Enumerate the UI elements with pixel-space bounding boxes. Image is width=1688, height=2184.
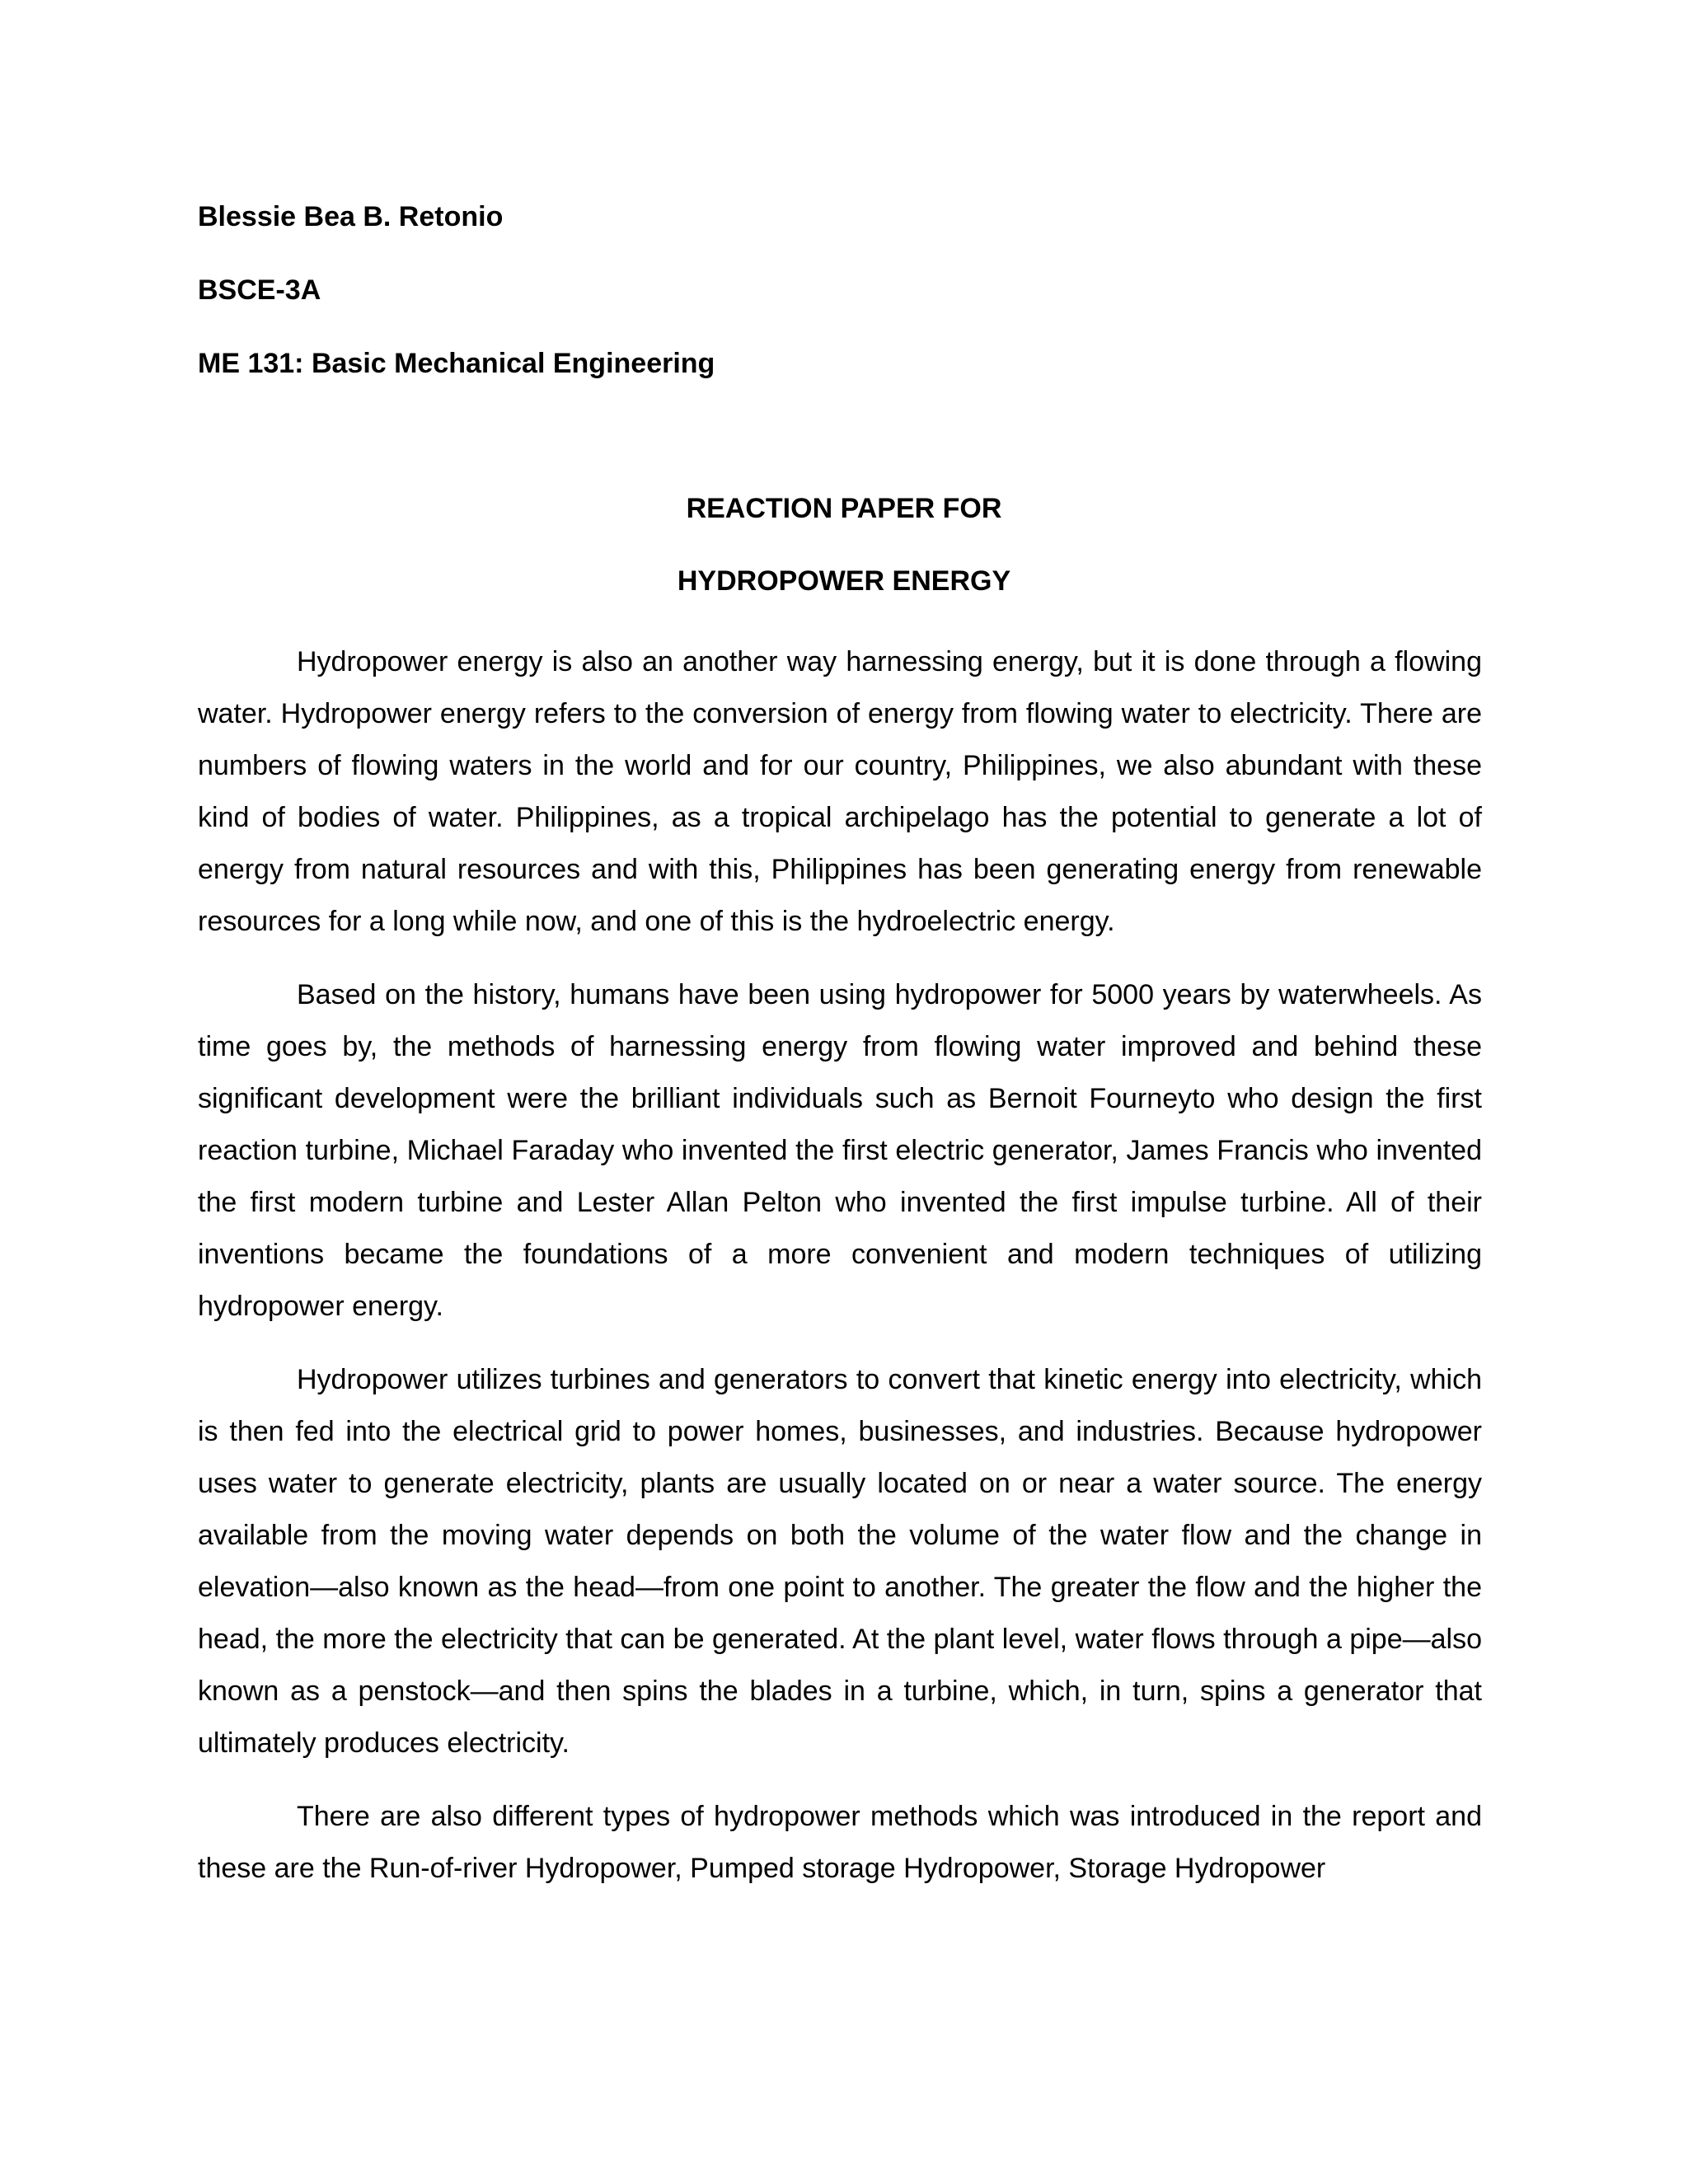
paragraph-intro: Hydropower energy is also an another way harnessing energy, but it is done through a flowing water. Hydropower energy refers to the conversion of energy from flowing water to electricity. There are numbers of flowing waters in the world and for our country, Philippines, we also abundant with these kind of bodies of water. Philippines, as a tropical archipelago has the potential to generate a lot of energy from natural resources and with this, Philippines has been generating energy from renewable resources for a long while now, and one of this is the hydroelectric energy. <box>198 646 1482 937</box>
course-section: BSCE-3A <box>198 274 321 306</box>
paper-title-line-2: HYDROPOWER ENERGY <box>677 565 1011 597</box>
paragraph-types: There are also different types of hydropower methods which was introduced in the report and these are the Run-of-river Hydropower, Pumped storage Hydropower, Storage Hydropower <box>198 1801 1482 1884</box>
paper-title-line-1: REACTION PAPER FOR <box>686 493 1002 524</box>
author-name: Blessie Bea B. Retonio <box>198 201 504 232</box>
paper-body <box>198 636 1482 1895</box>
paragraph-how-it-works: Hydropower utilizes turbines and generators to convert that kinetic energy into electricity, which is then fed into the electrical grid to power homes, businesses, and industries. Because hydropower uses water to generate electricity, plants are usually located on or near a water source. The energy available from the moving water depends on both the volume of the water flow and the change in elevation—also known as the head—from one point to another. The greater the flow and the higher the head, the more the electricity that can be generated. At the plant level, water flows through a pipe—also known as a penstock—and then spins the blades in a turbine, which, in turn, spins a generator that ultimately produces electricity. <box>198 1364 1482 1759</box>
paragraph-history: Based on the history, humans have been using hydropower for 5000 years by waterwheels. As time goes by, the methods of harnessing energy from flowing water improved and behind these significant development were the brilliant individuals such as Bernoit Fourneyto who design the first reaction turbine, Michael Faraday who invented the first electric generator, James Francis who invented the first modern turbine and Lester Allan Pelton who invented the first impulse turbine. All of their inventions became the foundations of a more convenient and modern techniques of utilizing hydropower energy. <box>198 979 1482 1322</box>
course-title: ME 131: Basic Mechanical Engineering <box>198 348 715 379</box>
